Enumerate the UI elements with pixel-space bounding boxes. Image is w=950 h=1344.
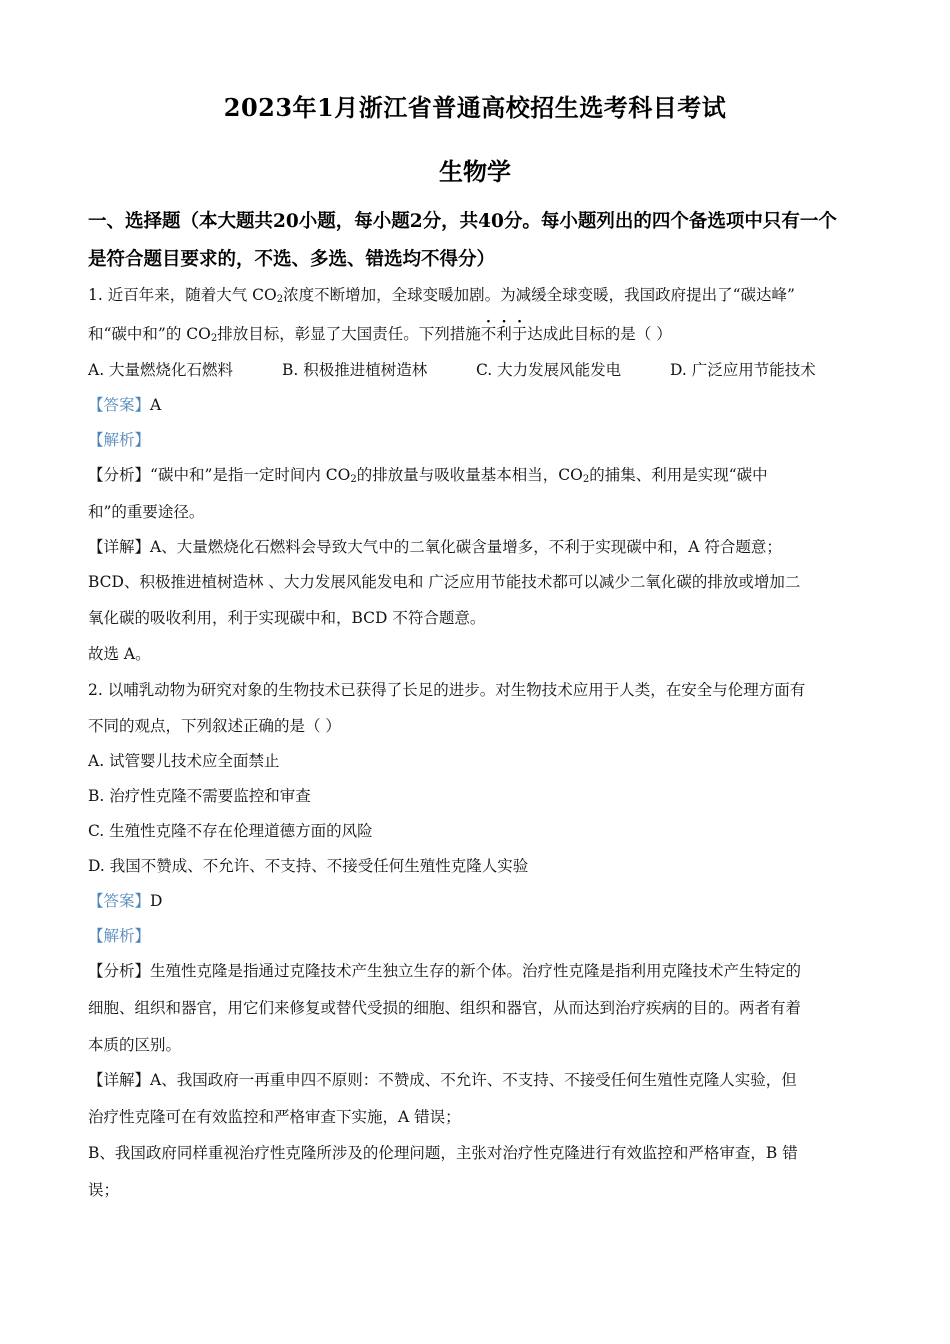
q1-option-a: A. 大量燃烧化石燃料 (88, 361, 234, 379)
q2-option-d: D. 我国不赞成、不允许、不支持、不接受任何生殖性克隆人实验 (88, 857, 529, 875)
q2-option-a: A. 试管婴儿技术应全面禁止 (88, 752, 280, 770)
q2-fenxi-tag: 【分析】 (88, 962, 151, 980)
q1-stem-line-2 (88, 324, 672, 349)
q1-fenxi-line-1 (88, 465, 768, 490)
q1-fenxi-subscript-2: 2 (582, 474, 590, 485)
q2-fenxi-text: 生殖性克隆是指通过克隆技术产生独立生存的新个体。治疗性克隆是指利用克隆技术产生特定的 (150, 962, 802, 980)
q1-xiangjie-line-3: 氧化碳的吸收利用，利于实现碳中和，BCD 不符合题意。 (88, 609, 486, 627)
q2-analysis-tag (88, 926, 150, 946)
q2-answer-tag: 【答案】 (88, 892, 151, 910)
q2-xiangjie-line-2: 治疗性克隆可在有效监控和严格审查下实施，A 错误； (88, 1108, 461, 1126)
q2-answer-value: D (150, 892, 163, 910)
q1-emphasis-char: 于 (511, 325, 528, 343)
q1-emphasis-char: 利 (496, 325, 512, 343)
section-heading-line-2: 是符合题目要求的，不选、多选、错选均不得分） (88, 249, 496, 270)
section-heading-line-1: 一、选择题（本大题共20小题，每小题2分，共40分。每小题列出的四个备选项中只有一个 (88, 211, 837, 232)
q1-stem2-subscript: 2 (210, 333, 218, 344)
q2-stem-line-1: 2. 以哺乳动物为研究对象的生物技术已获得了长足的进步。对生物技术应用于人类，在安全与伦理方面有 (88, 681, 806, 699)
q1-stem-subscript: 2 (276, 294, 284, 305)
q1-analysis-tag (88, 430, 150, 450)
q1-stem-line-1 (88, 285, 795, 310)
subject-title: 生物学 (439, 157, 511, 186)
q1-emphasis-char: 不 (480, 325, 497, 343)
q2-xiangjie-line-4: 误； (88, 1181, 120, 1199)
q1-xiangjie-line-2: BCD、积极推进植树造林 、大力发展风能发电和 广泛应用节能技术都可以减少二氧化碳的排放或增加二 (88, 573, 801, 591)
q1-xiangjie-tag: 【详解】 (88, 538, 151, 556)
q1-answer (88, 395, 161, 415)
q1-answer-tag: 【答案】 (88, 396, 151, 414)
q1-conclusion: 故选 A。 (88, 645, 151, 663)
q1-answer-value: A (150, 396, 162, 414)
q1-stem2-text: 和“碳中和”的 CO (88, 325, 211, 343)
q1-fenxi-subscript: 2 (350, 474, 357, 485)
q2-option-b: B. 治疗性克隆不需要监控和审查 (88, 787, 311, 805)
q1-stem2-text-end: 达成此目标的是（ ） (527, 325, 672, 343)
q2-fenxi-line-1 (88, 961, 801, 981)
q2-xiangjie-text: A、我国政府一再重申四不原则：不赞成、不允许、不支持、不接受任何生殖性克隆人实验，但 (150, 1071, 797, 1089)
q1-option-b: B. 积极推进植树造林 (282, 361, 428, 379)
q2-stem-line-2: 不同的观点，下列叙述正确的是（ ） (88, 717, 341, 735)
q1-stem2-text-cont: 排放目标，彰显了大国责任。下列措施 (217, 325, 481, 343)
q1-fenxi-text: “碳中和”是指一定时间内 CO (150, 466, 351, 484)
exam-title: 2023年1月浙江省普通高校招生选考科目考试 (223, 93, 727, 122)
q2-xiangjie-tag: 【详解】 (88, 1071, 151, 1089)
q2-xiangjie-line-3: B、我国政府同样重视治疗性克隆所涉及的伦理问题，主张对治疗性克隆进行有效监控和严格审查，B 错 (88, 1144, 798, 1162)
q1-analysis-label: 【解析】 (88, 431, 151, 449)
q1-xiangjie-line-1 (88, 537, 782, 557)
q1-stem-text: 1. 近百年来，随着大气 CO (88, 286, 277, 304)
q1-option-c: C. 大力发展风能发电 (476, 361, 622, 379)
q2-fenxi-line-3: 本质的区别。 (88, 1036, 182, 1054)
q1-fenxi-text-end: 的捕集、利用是实现“碳中 (589, 466, 768, 484)
q2-analysis-label: 【解析】 (88, 927, 151, 945)
q1-options (88, 360, 816, 380)
section-heading (88, 203, 878, 279)
q1-fenxi-text-cont: 的排放量与吸收量基本相当，CO (356, 466, 583, 484)
q2-fenxi-line-2: 细胞、组织和器官，用它们来修复或替代受损的细胞、组织和器官，从而达到治疗疾病的目的。两者有着 (88, 999, 802, 1017)
q2-xiangjie-line-1 (88, 1070, 797, 1090)
q1-fenxi-line-2: 和”的重要途径。 (88, 503, 205, 521)
q2-answer (88, 891, 162, 911)
q1-stem-text-cont: 浓度不断增加，全球变暖加剧。为减缓全球变暖，我国政府提出了“碳达峰” (283, 286, 795, 304)
q1-xiangjie-text: A、大量燃烧化石燃料会导致大气中的二氧化碳含量增多，不利于实现碳中和，A 符合题意； (150, 538, 782, 556)
q1-option-d: D. 广泛应用节能技术 (670, 361, 816, 379)
q2-option-c: C. 生殖性克隆不存在伦理道德方面的风险 (88, 822, 373, 840)
q1-fenxi-tag: 【分析】 (88, 466, 151, 484)
